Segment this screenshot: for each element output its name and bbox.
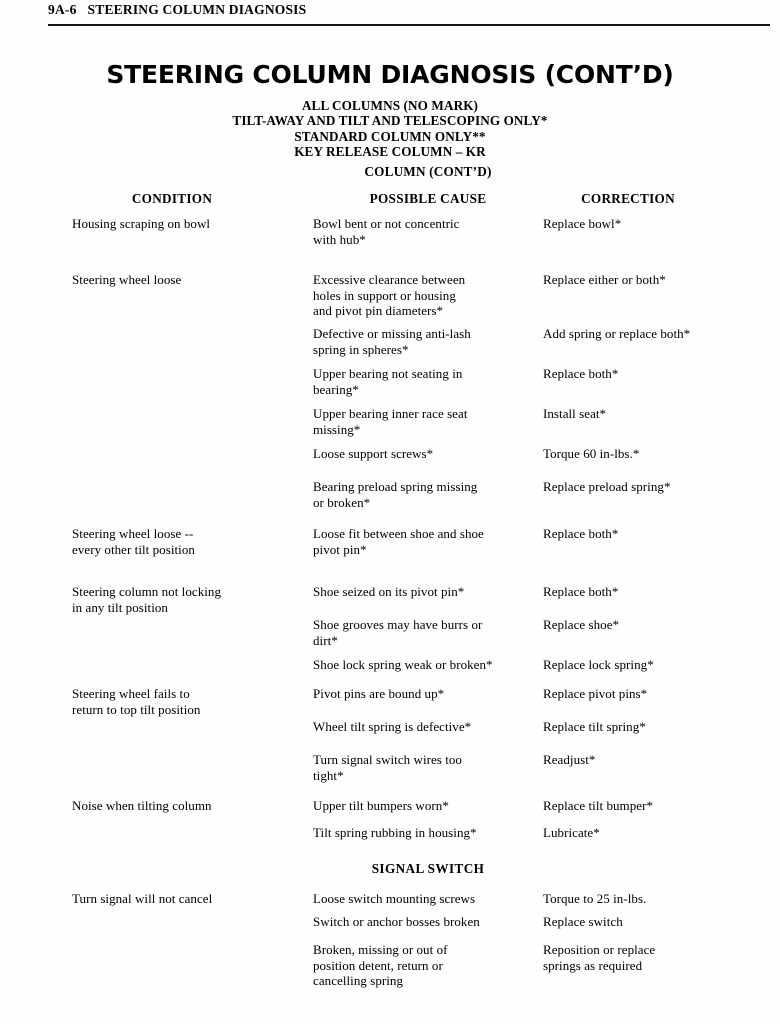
cell-possible-cause: Upper bearing inner race seat missing* <box>313 406 468 437</box>
table-row <box>0 446 780 479</box>
cell-possible-cause: Pivot pins are bound up* <box>313 686 445 701</box>
cell-condition: Housing scraping on bowl <box>72 216 211 231</box>
column-header-correction: CORRECTION <box>581 191 675 206</box>
table-row <box>0 584 780 617</box>
table-row <box>0 272 780 326</box>
page-title: STEERING COLUMN DIAGNOSIS (CONT’D) <box>106 60 674 89</box>
subsection-heading-label: SIGNAL SWITCH <box>371 861 485 876</box>
cell-correction: Replace pivot pins* <box>543 686 648 701</box>
table-row <box>0 825 780 858</box>
cell-correction: Replace both* <box>543 366 619 381</box>
cell-correction: Reposition or replace springs as required <box>543 942 656 973</box>
page-folio: 9A-6 <box>48 2 77 17</box>
cell-correction: Lubricate* <box>543 825 600 840</box>
cell-correction: Replace both* <box>543 584 619 599</box>
table-row <box>0 326 780 366</box>
cell-correction: Replace tilt bumper* <box>543 798 654 813</box>
cell-possible-cause: Bearing preload spring missing or broken* <box>313 479 478 510</box>
cell-possible-cause: Shoe grooves may have burrs or dirt* <box>313 617 483 648</box>
cell-condition: Steering column not locking in any tilt position <box>72 584 222 615</box>
legend-block <box>0 98 780 160</box>
table-row <box>0 366 780 406</box>
table-row <box>0 942 780 992</box>
cell-possible-cause: Upper bearing not seating in bearing* <box>313 366 463 397</box>
table-row <box>0 216 780 272</box>
cell-possible-cause: Broken, missing or out of position detent, return or cancelling spring <box>313 942 448 989</box>
cell-possible-cause: Upper tilt bumpers worn* <box>313 798 449 813</box>
table-row <box>0 526 780 584</box>
cell-correction: Replace switch <box>543 914 623 929</box>
cell-possible-cause: Excessive clearance between holes in support or housing and pivot pin diameters* <box>313 272 466 319</box>
cell-correction: Replace shoe* <box>543 617 620 632</box>
cell-correction: Add spring or replace both* <box>543 326 691 341</box>
cell-possible-cause: Shoe seized on its pivot pin* <box>313 584 465 599</box>
cell-possible-cause: Turn signal switch wires too tight* <box>313 752 462 783</box>
section-heading: COLUMN (CONT’D) <box>364 164 492 179</box>
table-row <box>0 406 780 446</box>
cell-possible-cause: Tilt spring rubbing in housing* <box>313 825 477 840</box>
cell-possible-cause: Switch or anchor bosses broken <box>313 914 480 929</box>
cell-condition: Steering wheel loose -- every other tilt position <box>72 526 195 557</box>
cell-possible-cause: Shoe lock spring weak or broken* <box>313 657 493 672</box>
table-row <box>0 752 780 798</box>
cell-condition: Steering wheel loose <box>72 272 182 287</box>
cell-condition: Noise when tilting column <box>72 798 212 813</box>
cell-possible-cause: Bowl bent or not concentric with hub* <box>313 216 460 247</box>
cell-correction: Replace tilt spring* <box>543 719 646 734</box>
cell-correction: Readjust* <box>543 752 596 767</box>
table-row <box>0 719 780 752</box>
cell-correction: Replace either or both* <box>543 272 666 287</box>
table-row <box>0 686 780 719</box>
column-header-condition: CONDITION <box>131 191 213 206</box>
cell-possible-cause: Loose switch mounting screws <box>313 891 476 906</box>
legend-line: STANDARD COLUMN ONLY** <box>294 128 486 144</box>
cell-correction: Torque to 25 in-lbs. <box>543 891 647 906</box>
cell-correction: Replace bowl* <box>543 216 622 231</box>
legend-line: KEY RELEASE COLUMN – KR <box>294 144 486 160</box>
header-rule <box>48 24 770 26</box>
table-row <box>0 617 780 657</box>
cell-possible-cause: Defective or missing anti-lash spring in spheres* <box>313 326 471 357</box>
cell-possible-cause: Loose fit between shoe and shoe pivot pin* <box>313 526 484 557</box>
cell-correction: Replace lock spring* <box>543 657 654 672</box>
cell-correction: Install seat* <box>543 406 607 421</box>
running-head <box>48 2 306 18</box>
cell-condition: Steering wheel fails to return to top tilt position <box>72 686 201 717</box>
column-header-possible-cause: POSSIBLE CAUSE <box>369 191 487 206</box>
cell-correction: Replace preload spring* <box>543 479 671 494</box>
running-title: STEERING COLUMN DIAGNOSIS <box>87 2 307 17</box>
cell-condition: Turn signal will not cancel <box>72 891 213 906</box>
cell-possible-cause: Loose support screws* <box>313 446 434 461</box>
legend-line: ALL COLUMNS (NO MARK) <box>301 98 479 113</box>
legend-line: TILT-AWAY AND TILT AND TELESCOPING ONLY* <box>232 113 548 129</box>
cell-correction: Torque 60 in-lbs.* <box>543 446 640 461</box>
cell-possible-cause: Wheel tilt spring is defective* <box>313 719 472 734</box>
cell-correction: Replace both* <box>543 526 619 541</box>
table-row <box>0 479 780 526</box>
